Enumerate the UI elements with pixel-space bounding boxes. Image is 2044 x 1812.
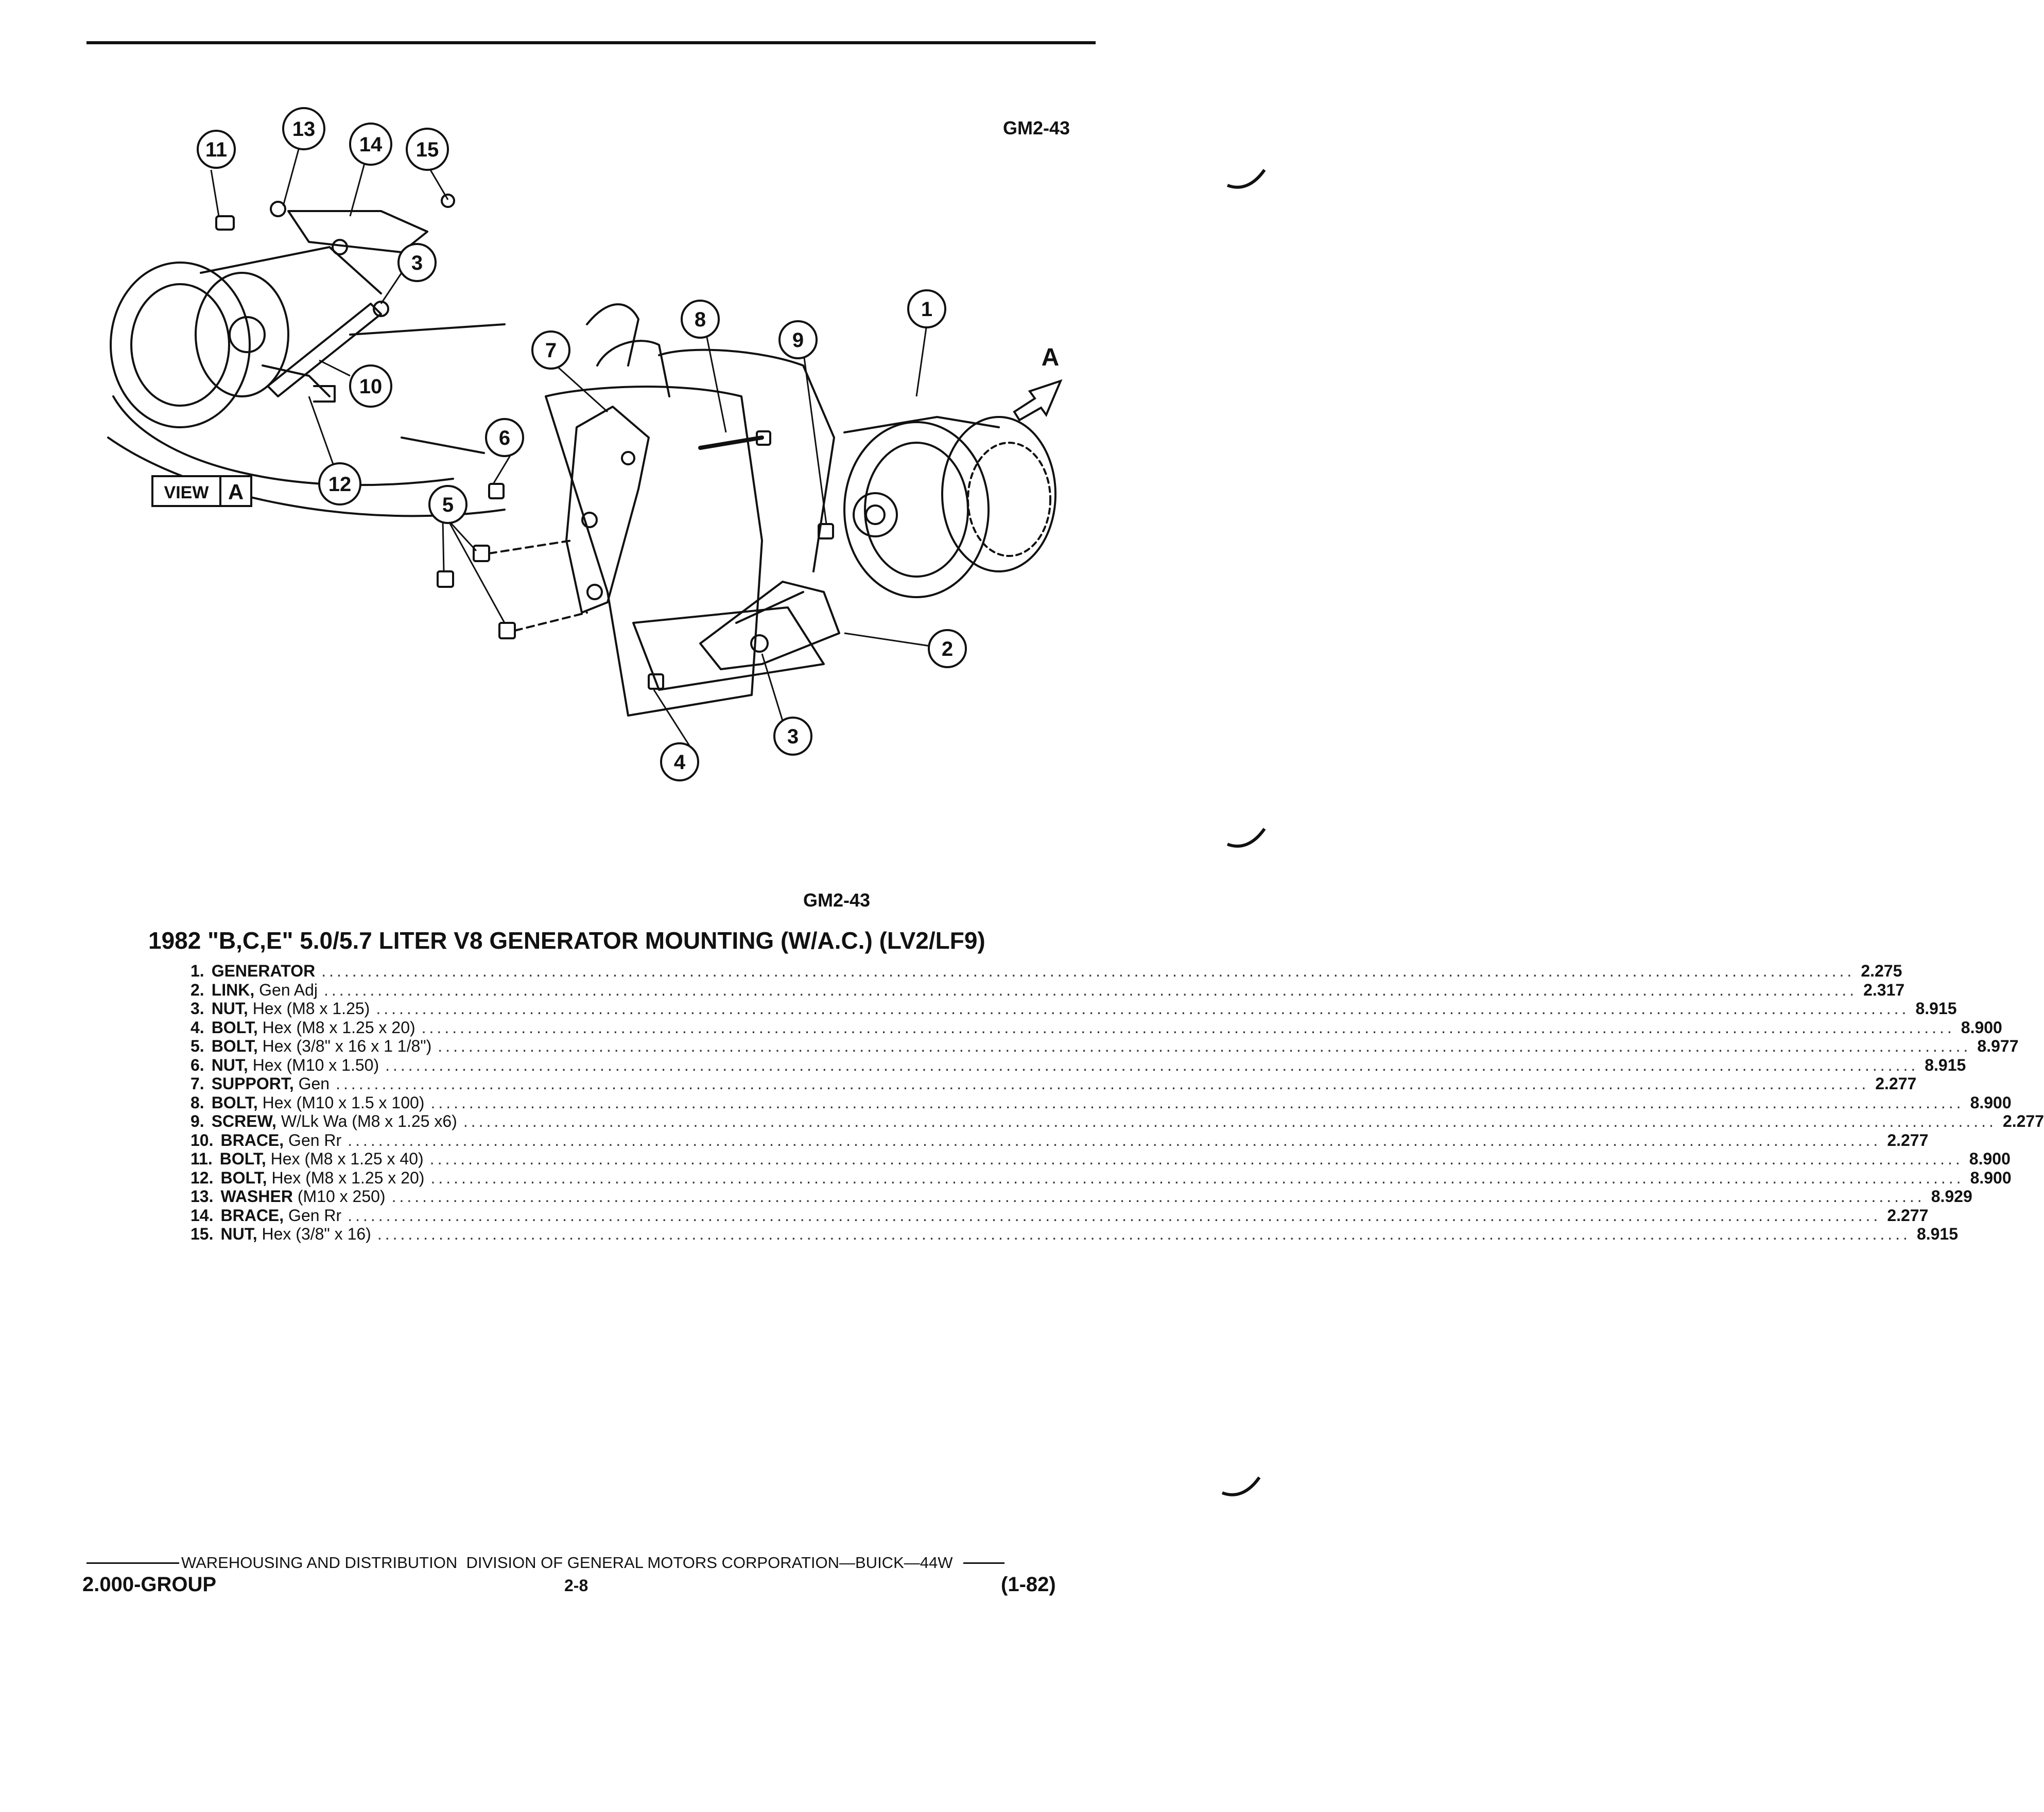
part-description: Hex (M8 x 1.25 x 40) — [266, 1149, 424, 1168]
part-name: BOLT, — [220, 1168, 267, 1187]
callout-13: 13 — [292, 118, 316, 141]
part-name: NUT, — [211, 1055, 248, 1074]
figure-id-top: GM2-43 — [1003, 117, 1070, 138]
view-a-direction-arrow — [1014, 344, 1061, 420]
view-label-text: VIEW — [164, 483, 209, 502]
callout-11: 11 — [205, 138, 228, 161]
part-row — [190, 1074, 1917, 1093]
part-group-code: 2.277 — [1875, 1074, 1917, 1093]
part-group-code: 2.317 — [1863, 980, 1905, 999]
part-group-code: 8.915 — [1915, 999, 1957, 1018]
part-name: BOLT, — [211, 1037, 258, 1055]
figure-id-bottom: GM2-43 — [803, 890, 871, 911]
part-description: Gen Rr — [284, 1206, 342, 1225]
engine-block — [546, 304, 834, 716]
part-name: GENERATOR — [211, 962, 316, 980]
generator-1 — [844, 417, 1055, 597]
footer-division: WAREHOUSING AND DISTRIBUTION DIVISION OF GENERAL MOTORS CORPORATION—BUICK—44W — [181, 1554, 953, 1572]
part-row — [190, 1206, 1929, 1225]
part-description: W/Lk Wa (M8 x 1.25 x6) — [276, 1112, 457, 1130]
part-number: 3. — [190, 999, 204, 1018]
view-arrow-letter: A — [1041, 344, 1060, 371]
part-row — [190, 1055, 1966, 1075]
part-row — [190, 1037, 2019, 1056]
leader-dots: ........................................................................................................................................................................................................ — [391, 1187, 1925, 1206]
part-group-code: 8.929 — [1931, 1187, 1972, 1206]
leader-dots: ........................................................................................................................................................................................................ — [430, 1093, 1964, 1112]
part-row — [190, 1225, 1959, 1244]
leader-dots: ........................................................................................................................................................................................................ — [377, 1225, 1911, 1243]
callout-6: 6 — [498, 427, 511, 449]
brace-14 — [288, 211, 427, 252]
part-name: NUT, — [211, 999, 248, 1018]
part-number: 7. — [190, 1074, 204, 1093]
part-number: 2. — [190, 980, 204, 999]
part-row — [190, 1112, 2044, 1131]
leader-dots: ........................................................................................................................................................................................................ — [429, 1149, 1963, 1168]
leader-dots: ........................................................................................................................................................................................................ — [321, 962, 1855, 980]
view-a-generator — [108, 195, 505, 516]
leader-dots: ........................................................................................................................................................................................................ — [385, 1055, 1919, 1074]
leader-dots: ........................................................................................................................................................................................................ — [348, 1130, 1881, 1149]
part-group-code: 8.900 — [1970, 1093, 2012, 1112]
part-row — [190, 1018, 2002, 1037]
part-description: Hex (3/8" x 16) — [257, 1225, 371, 1243]
part-number: 1. — [190, 962, 204, 980]
part-row — [190, 999, 1957, 1018]
part-number: 14. — [190, 1206, 214, 1225]
part-description: Hex (M10 x 1.5 x 100) — [257, 1093, 425, 1112]
callout-15: 15 — [415, 138, 439, 161]
part-description: Hex (M8 x 1.25 x 20) — [257, 1018, 415, 1037]
part-group-code: 8.900 — [1969, 1149, 2011, 1168]
part-row — [190, 1130, 1929, 1150]
part-number: 9. — [190, 1112, 204, 1130]
top-rule — [86, 41, 1096, 44]
margin-mark-1 — [1225, 165, 1267, 196]
part-description: Gen — [293, 1074, 330, 1093]
part-description: Hex (3/8" x 16 x 1 1/8") — [257, 1037, 432, 1055]
part-name: BRACE, — [220, 1206, 284, 1225]
callout-1: 1 — [921, 298, 933, 321]
part-number: 4. — [190, 1018, 204, 1037]
part-row — [190, 980, 1905, 1000]
part-description: Hex (M10 x 1.50) — [248, 1055, 379, 1074]
part-group-code: 8.915 — [1916, 1225, 1959, 1243]
leader-dots: ........................................................................................................................................................................................................ — [323, 980, 1858, 999]
callout-12: 12 — [328, 473, 352, 496]
callout-3-upper: 3 — [411, 252, 423, 274]
callout-10: 10 — [359, 375, 383, 398]
footer-date: (1-82) — [1001, 1573, 1056, 1596]
bolts — [438, 431, 833, 689]
part-name: BRACE, — [220, 1130, 284, 1149]
leader-dots: ........................................................................................................................................................................................................ — [376, 999, 1910, 1018]
part-name: SUPPORT, — [211, 1074, 294, 1093]
footer-division-line — [86, 1554, 1065, 1572]
part-name: BOLT, — [211, 1018, 258, 1037]
leader-dots: ........................................................................................................................................................................................................ — [421, 1018, 1955, 1037]
callout-2: 2 — [941, 638, 954, 660]
part-group-code: 2.277 — [1887, 1130, 1929, 1149]
part-number: 8. — [190, 1093, 204, 1112]
part-group-code: 2.277 — [1887, 1206, 1929, 1225]
part-number: 6. — [190, 1055, 204, 1074]
part-description: Hex (M8 x 1.25 x 20) — [267, 1168, 425, 1187]
part-row — [190, 1093, 2012, 1112]
leader-dots: ........................................................................................................................................................................................................ — [438, 1037, 1971, 1055]
part-group-code: 2.275 — [1861, 962, 1902, 980]
callout-8: 8 — [694, 308, 706, 331]
callout-7: 7 — [545, 339, 557, 362]
callout-14: 14 — [359, 133, 383, 156]
part-number: 13. — [190, 1187, 214, 1206]
part-row — [190, 1187, 1972, 1206]
footer-rule-right — [963, 1562, 1004, 1564]
section-title: 1982 "B,C,E" 5.0/5.7 LITER V8 GENERATOR MOUNTING (W/A.C.) (LV2/LF9) — [148, 927, 985, 954]
part-description: Hex (M8 x 1.25) — [248, 999, 370, 1018]
part-description: (M10 x 250) — [292, 1187, 386, 1206]
part-name: SCREW, — [211, 1112, 276, 1130]
part-description: Gen Adj — [254, 980, 318, 999]
part-group-code: 8.900 — [1970, 1168, 2012, 1187]
part-group-code: 8.900 — [1961, 1018, 2002, 1037]
margin-mark-2 — [1225, 824, 1267, 855]
footer-rule-left — [86, 1562, 179, 1564]
footer-group: 2.000-GROUP — [82, 1573, 217, 1596]
leader-dots: ........................................................................................................................................................................................................ — [348, 1206, 1881, 1225]
support-bracket-7 — [566, 407, 649, 613]
callout-3-lower: 3 — [787, 725, 799, 748]
view-letter-text: A — [228, 480, 244, 504]
callout-5: 5 — [442, 494, 454, 516]
part-number: 11. — [190, 1149, 213, 1168]
part-row — [190, 1149, 2011, 1169]
callout-4: 4 — [673, 751, 686, 774]
margin-mark-3 — [1220, 1472, 1261, 1503]
part-group-code: 2.277 — [2002, 1112, 2044, 1130]
footer-page-number: 2-8 — [564, 1576, 588, 1595]
callout-9: 9 — [792, 329, 804, 352]
part-row — [190, 1168, 2012, 1188]
part-name: BOLT, — [211, 1093, 258, 1112]
leader-dots: ........................................................................................................................................................................................................ — [430, 1168, 1964, 1187]
generator-mounting-diagram — [93, 77, 1133, 798]
leader-dots: ........................................................................................................................................................................................................ — [463, 1112, 1997, 1130]
part-number: 12. — [190, 1168, 214, 1187]
parts-list — [190, 962, 2044, 1244]
part-group-code: 8.977 — [1977, 1037, 2019, 1055]
part-number: 10. — [190, 1130, 214, 1149]
part-number: 15. — [190, 1225, 214, 1243]
leader-dots: ........................................................................................................................................................................................................ — [336, 1074, 1869, 1093]
view-a-label — [152, 476, 251, 506]
part-description: Gen Rr — [284, 1130, 342, 1149]
part-row — [190, 962, 1902, 981]
part-name: NUT, — [220, 1225, 257, 1243]
part-group-code: 8.915 — [1925, 1055, 1966, 1074]
part-name: WASHER — [220, 1187, 293, 1206]
part-number: 5. — [190, 1037, 204, 1055]
part-name: BOLT, — [219, 1149, 266, 1168]
part-name: LINK, — [211, 980, 255, 999]
